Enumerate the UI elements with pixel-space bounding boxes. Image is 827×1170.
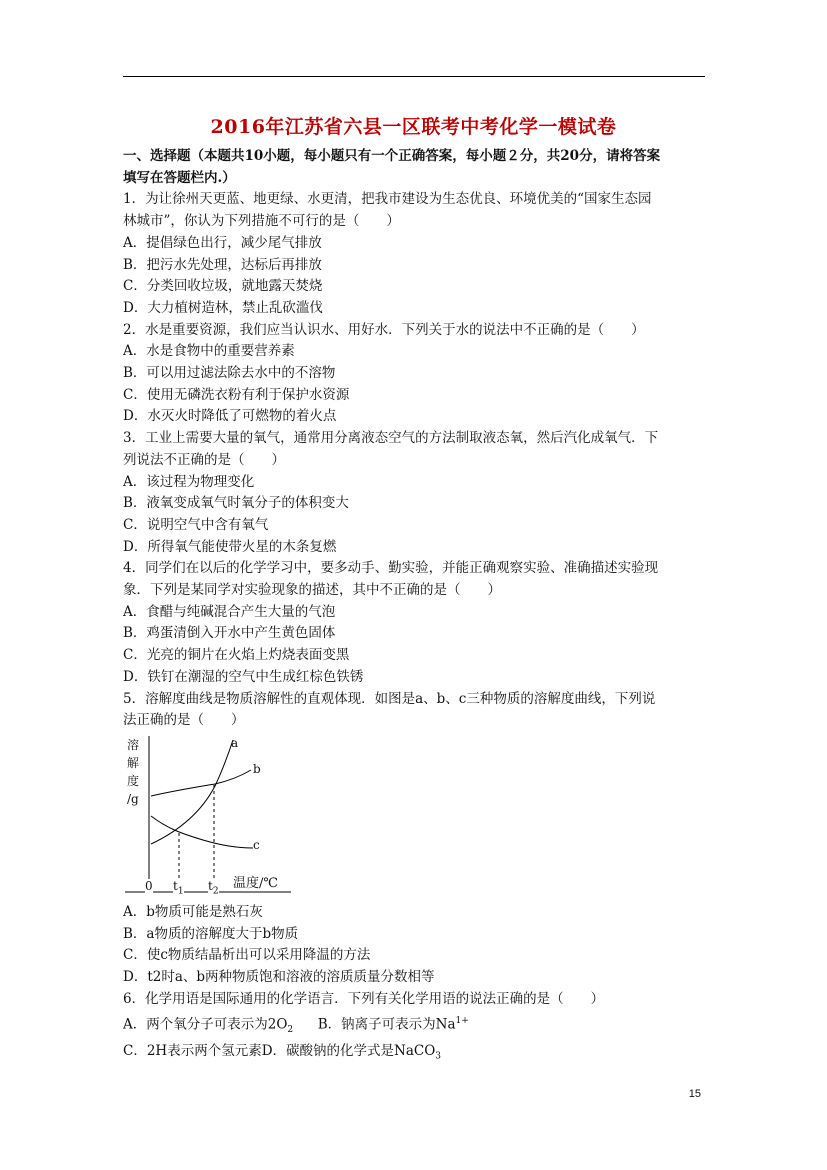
q5-option-a: A．b物质可能是熟石灰 xyxy=(123,903,263,920)
q6-option-a-sub: 2 xyxy=(287,1024,294,1035)
curve-c-label: c xyxy=(253,837,260,852)
q2-option-b: B．可以用过滤法除去水中的不溶物 xyxy=(123,365,336,382)
q5-stem-line2: 法正确的是（ ） xyxy=(123,712,245,729)
q6-option-b-sup: 1+ xyxy=(455,1015,469,1026)
q6-options-cd xyxy=(123,1041,705,1068)
q2-option-d: D．水灭火时降低了可燃物的着火点 xyxy=(123,408,337,425)
q3-stem-line2: 列说法不正确的是（ ） xyxy=(123,451,285,468)
ylabel-char-1: 溶 xyxy=(127,737,140,752)
solubility-curve-svg xyxy=(123,734,293,896)
curve-c xyxy=(151,816,253,848)
t1-label xyxy=(173,879,184,898)
q1-option-b: B．把污水先处理，达标后再排放 xyxy=(123,256,322,273)
xlabel: 温度/℃ xyxy=(233,875,278,891)
q4-option-a: A．食醋与纯碱混合产生大量的气泡 xyxy=(123,603,336,620)
q3-option-b: B．液氧变成氧气时氧分子的体积变大 xyxy=(123,495,349,512)
q4-stem-line1: 4．同学们在以后的化学学习中，要多动手、勤实验，并能正确观察实验、准确描述实验现 xyxy=(123,560,659,577)
ylabel-char-4: /g xyxy=(127,791,139,806)
q1-stem-line1: 1．为让徐州天更蓝、地更绿、水更清，把我市建设为生态优良、环境优美的“国家生态园 xyxy=(123,191,652,208)
q5-option-d: D．t2时a、b两种物质饱和溶液的溶质质量分数相等 xyxy=(123,969,435,986)
header-rule xyxy=(123,76,705,77)
section-heading-line2: 填写在答题栏内.） xyxy=(123,169,236,186)
section-heading-line1: 一、选择题（本题共10小题，每小题只有一个正确答案，每小题２分，共20分，请将答案 xyxy=(123,148,661,164)
q3-stem-line1: 3．工业上需要大量的氧气，通常用分离液态空气的方法制取液态氧，然后汽化成氧气．下 xyxy=(123,430,659,447)
t2-label xyxy=(208,879,219,898)
q3-option-a: A．该过程为物理变化 xyxy=(123,473,255,490)
q6-options-ab xyxy=(123,1011,705,1042)
curve-b xyxy=(151,770,251,796)
q1-stem-line2: 林城市”，你认为下列措施不可行的是（ ） xyxy=(123,213,400,230)
q1-option-c: C．分类回收垃圾，就地露天焚烧 xyxy=(123,278,323,295)
q2-option-c: C．使用无磷洗衣粉有利于保护水资源 xyxy=(123,386,350,403)
q4-option-b: B．鸡蛋清倒入开水中产生黄色固体 xyxy=(123,625,336,642)
t2-text: t xyxy=(208,878,213,893)
q6-option-d-sub: 3 xyxy=(435,1052,442,1063)
ylabel-char-3: 度 xyxy=(127,773,140,788)
solubility-curve-figure xyxy=(123,734,293,896)
q5-option-b: B．a物质的溶解度大于b物质 xyxy=(123,925,299,942)
q6-option-b: B．钠离子可表示为Na xyxy=(317,1016,456,1032)
q6-stem: 6．化学用语是国际通用的化学语言．下列有关化学用语的说法正确的是（ ） xyxy=(123,990,605,1007)
q3-option-d: D．所得氧气能使带火星的木条复燃 xyxy=(123,538,337,555)
t2-subscript: 2 xyxy=(212,886,219,897)
t1-text: t xyxy=(173,878,178,893)
q1-option-d: D．大力植树造林，禁止乱砍滥伐 xyxy=(123,299,323,316)
q4-option-c: C．光亮的铜片在火焰上灼烧表面变黑 xyxy=(123,647,350,664)
t1-subscript: 1 xyxy=(177,886,184,897)
curve-b-label: b xyxy=(253,761,261,776)
exam-content xyxy=(123,146,705,1069)
q1-option-a: A．提倡绿色出行，减少尾气排放 xyxy=(123,234,322,251)
q5-stem-line1: 5．溶解度曲线是物质溶解性的直观体现．如图是a、b、c三种物质的溶解度曲线，下列说 xyxy=(123,690,656,707)
q5-option-c: C．使c物质结晶析出可以采用降温的方法 xyxy=(123,947,371,964)
q6-option-c: C．2H表示两个氢元素 xyxy=(123,1043,262,1060)
q4-stem-line2: 象．下列是某同学对实验现象的描述，其中不正确的是（ ） xyxy=(123,582,501,599)
q6-option-a: A．两个氧分子可表示为2O xyxy=(123,1016,288,1032)
page-number: 15 xyxy=(688,1088,701,1100)
q2-option-a: A．水是食物中的重要营养素 xyxy=(123,343,295,360)
curve-a xyxy=(151,740,233,844)
origin-label: 0 xyxy=(145,878,153,893)
q3-option-c: C．说明空气中含有氧气 xyxy=(123,516,269,533)
page-title: 2016年江苏省六县一区联考中考化学一模试卷 xyxy=(210,116,617,138)
q4-option-d: D．铁钉在潮湿的空气中生成红棕色铁锈 xyxy=(123,668,364,685)
q6-option-d: D．碳酸钠的化学式是NaCO xyxy=(261,1043,436,1060)
q2-stem-line1: 2．水是重要资源，我们应当认识水、用好水．下列关于水的说法中不正确的是（ ） xyxy=(123,321,645,338)
curve-a-label: a xyxy=(231,735,239,750)
ylabel-char-2: 解 xyxy=(127,755,140,770)
